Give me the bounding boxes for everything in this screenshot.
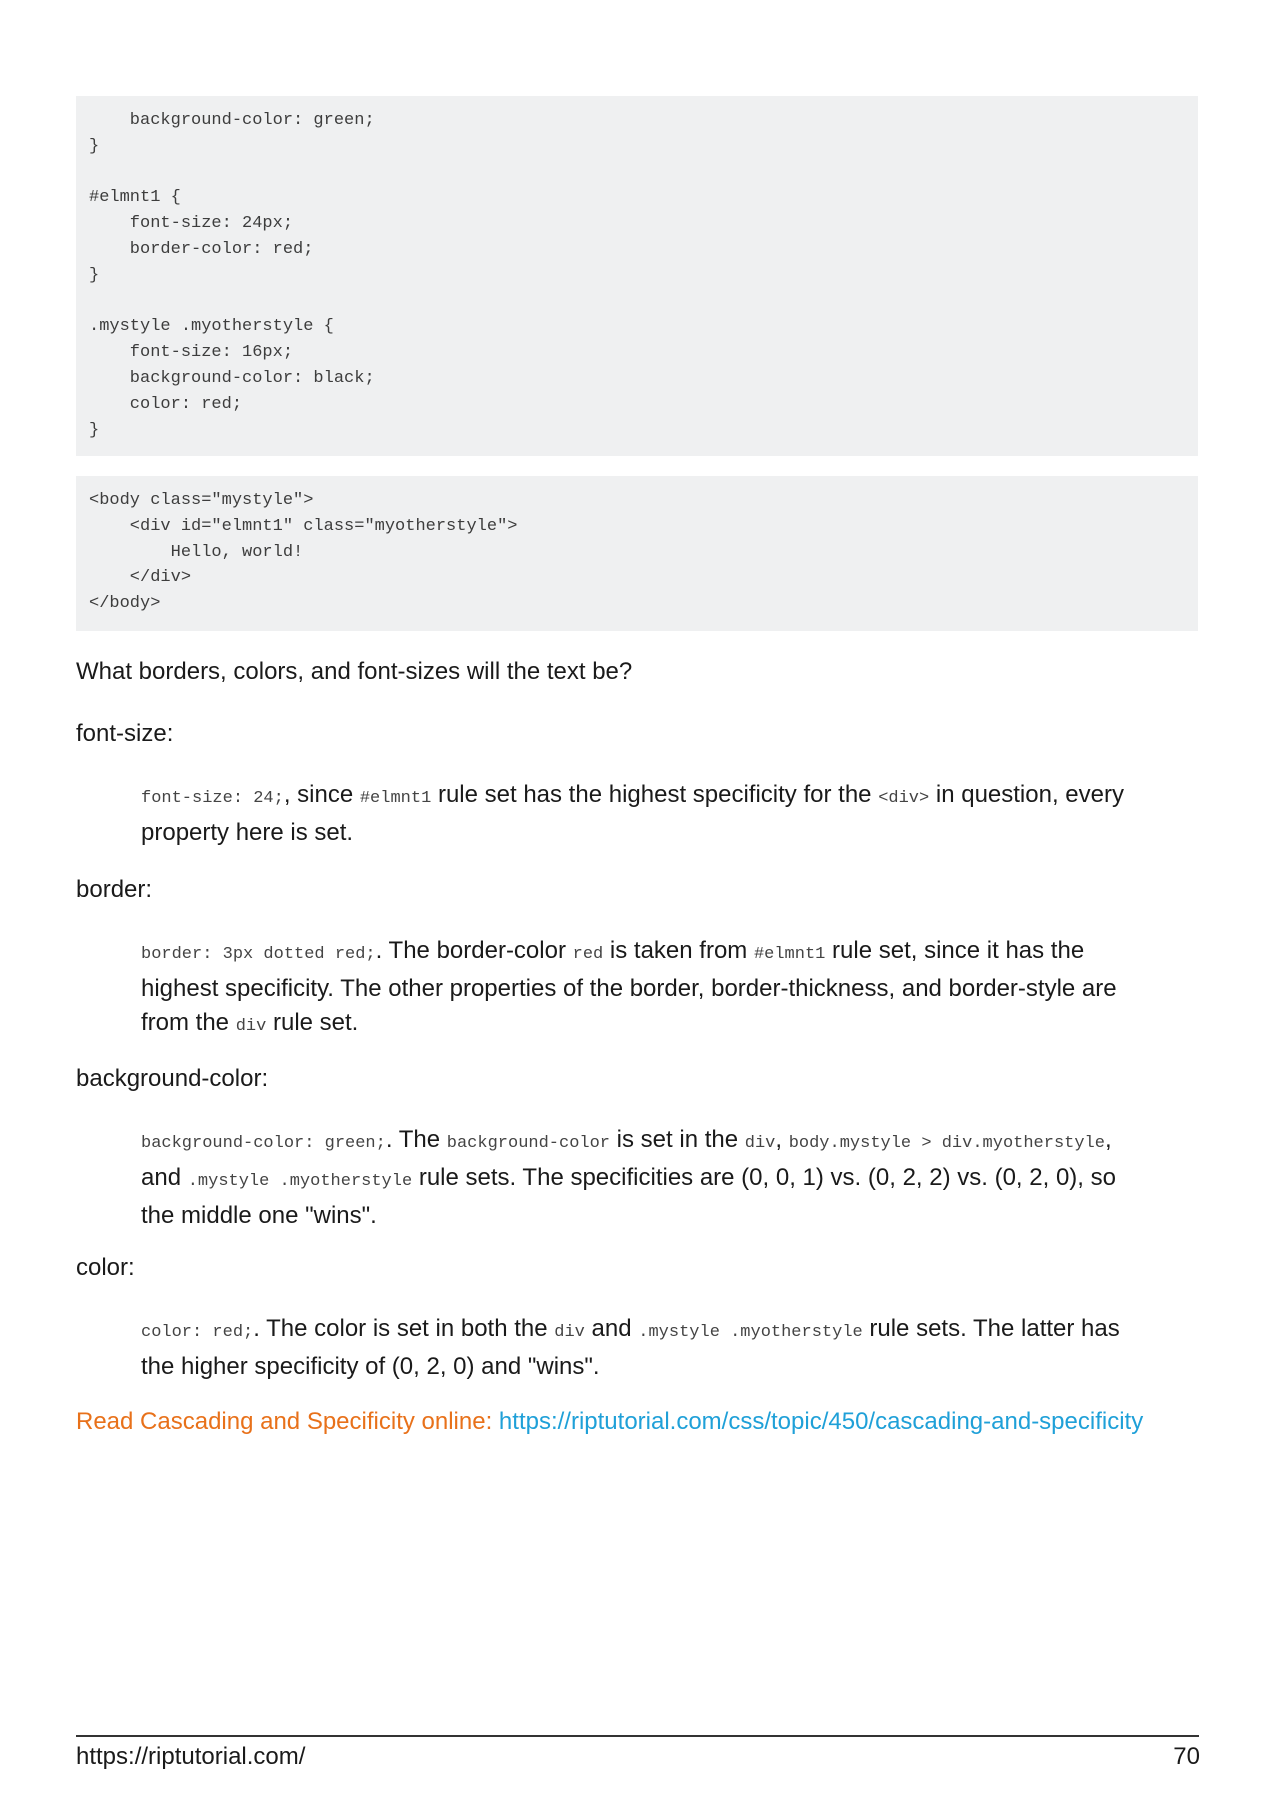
code-line: Hello, world! xyxy=(89,542,304,562)
text-run: , since xyxy=(283,781,360,808)
code-line: } xyxy=(89,265,100,285)
code-line: border-color: red; xyxy=(89,239,314,259)
css-code-block xyxy=(76,96,1198,456)
background-color-explanation xyxy=(141,1123,1141,1233)
font-size-explanation xyxy=(141,778,1141,850)
text-run: in question, every property here is set. xyxy=(141,781,1124,846)
code-line: } xyxy=(89,420,100,440)
code-line: .mystyle .myotherstyle { xyxy=(89,317,334,337)
text-run: rule sets. The specificities are (0, 0, 1) vs. (0, 2, 2) vs. (0, 2, 0), so the middle one "wins". xyxy=(141,1164,1116,1229)
question-text: What borders, colors, and font-sizes will the text be? xyxy=(76,658,633,685)
inline-code: red xyxy=(572,945,604,964)
inline-code: font-size: 24; xyxy=(141,789,284,808)
text-run: is set in the xyxy=(610,1126,745,1153)
read-online-line xyxy=(76,1405,1198,1439)
inline-code: div xyxy=(554,1323,585,1342)
inline-code: #elmnt1 xyxy=(753,945,826,964)
background-color-heading: background-color: xyxy=(76,1065,269,1092)
color-heading: color: xyxy=(76,1254,135,1281)
code-line: </div> xyxy=(89,568,192,588)
code-line: <body class="mystyle"> xyxy=(89,491,314,510)
text-run: . The border-color xyxy=(375,937,573,964)
inline-code: div xyxy=(744,1134,776,1153)
code-line: </body> xyxy=(89,594,161,614)
inline-code: body.mystyle > div.myotherstyle xyxy=(788,1134,1105,1153)
footer-divider xyxy=(76,1735,1199,1737)
inline-code: <div> xyxy=(878,789,930,808)
text-run: , and xyxy=(141,1126,1112,1191)
color-explanation xyxy=(141,1312,1141,1384)
code-line: color: red; xyxy=(89,394,243,414)
code-line: font-size: 16px; xyxy=(89,343,294,363)
code-line: background-color: green; xyxy=(89,111,375,130)
page-number: 70 xyxy=(1173,1743,1200,1770)
inline-code: .mystyle .myotherstyle xyxy=(187,1172,413,1191)
text-run: . The xyxy=(385,1126,447,1153)
code-line: background-color: black; xyxy=(89,368,375,388)
code-line: #elmnt1 { xyxy=(89,188,181,208)
inline-code: color: red; xyxy=(141,1323,254,1342)
text-run: is taken from xyxy=(603,937,754,964)
code-line: <div id="elmnt1" class="myotherstyle"> xyxy=(89,516,518,536)
inline-code: div xyxy=(235,1017,267,1036)
code-line: } xyxy=(89,136,100,156)
text-run: , xyxy=(775,1126,789,1153)
border-explanation xyxy=(141,934,1141,1044)
code-line: font-size: 24px; xyxy=(89,214,294,234)
text-run: and xyxy=(584,1315,639,1342)
inline-code: background-color xyxy=(446,1134,611,1153)
inline-code: #elmnt1 xyxy=(359,789,432,808)
border-heading: border: xyxy=(76,876,153,903)
text-run: rule sets. The latter has the higher specificity of (0, 2, 0) and "wins". xyxy=(141,1315,1120,1380)
inline-code: .mystyle .myotherstyle xyxy=(638,1323,863,1342)
inline-code: border: 3px dotted red; xyxy=(141,945,376,964)
read-online-link[interactable]: https://riptutorial.com/css/topic/450/cascading-and-specificity xyxy=(498,1408,1144,1435)
text-run: rule set has the highest specificity for the xyxy=(431,781,879,808)
text-run: rule set. xyxy=(266,1009,359,1036)
inline-code: background-color: green; xyxy=(141,1134,386,1153)
text-run: rule set, since it has the highest specificity. The other properties of the border, border-thickness, and border-style are from the xyxy=(141,937,1117,1036)
font-size-heading: font-size: xyxy=(76,720,174,747)
text-run: . The color is set in both the xyxy=(253,1315,555,1342)
html-code-block xyxy=(76,476,1198,631)
read-online-label: Read Cascading and Specificity online: xyxy=(76,1408,499,1435)
footer-url: https://riptutorial.com/ xyxy=(76,1743,306,1770)
